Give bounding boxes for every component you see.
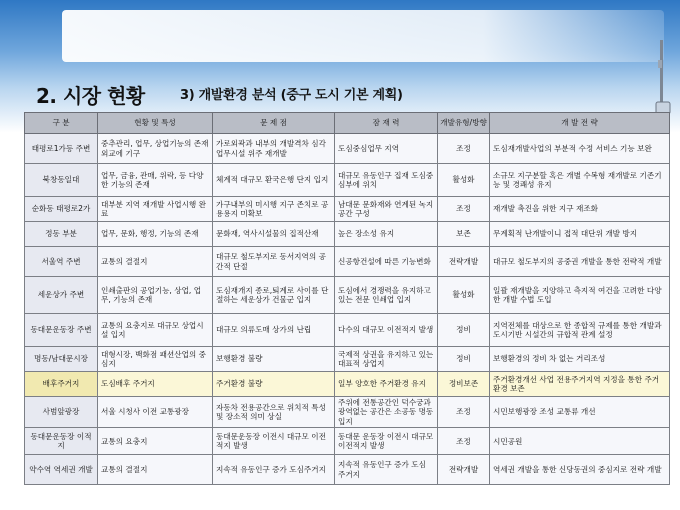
cell-name: 명동/남대문시장 — [25, 347, 98, 372]
cell-status: 대부분 지역 재개발 사업시행 완료 — [98, 197, 213, 222]
title-banner — [62, 10, 664, 62]
table-row — [25, 247, 670, 277]
cell-strategy: 지역전체를 대상으로 한 종합적 규제를 통한 개발과 도시기반 시설간의 규합적 관계 설정 — [490, 314, 670, 347]
cell-type: 조정 — [438, 397, 490, 428]
cell-status: 교통의 요충지 — [98, 428, 213, 455]
header-problem: 문 제 점 — [213, 113, 335, 134]
cell-name: 배후주거지 — [25, 372, 98, 397]
cell-type: 정비보존 — [438, 372, 490, 397]
cell-type: 정비 — [438, 314, 490, 347]
table-row — [25, 428, 670, 455]
table-row — [25, 164, 670, 197]
cell-problem: 대규모 의류도매 상가의 난립 — [213, 314, 335, 347]
cell-type: 조정 — [438, 428, 490, 455]
table-row — [25, 197, 670, 222]
cell-potential: 도심에서 경쟁력을 유지하고 있는 전문 인쇄업 입지 — [335, 277, 438, 314]
cell-potential: 일부 양호한 주거환경 유지 — [335, 372, 438, 397]
cell-potential: 지속적 유동인구 증가 도심 주거지 — [335, 455, 438, 485]
header-type: 개발유형/방향 — [438, 113, 490, 134]
cell-type: 보존 — [438, 222, 490, 247]
cell-status: 교통의 결절지 — [98, 247, 213, 277]
cell-problem: 도심재개지 종로,퇴계로 사이를 단절하는 세운상가 건물군 입지 — [213, 277, 335, 314]
cell-name: 사범앞광장 — [25, 397, 98, 428]
cell-potential: 신공항건설에 따른 기능변화 — [335, 247, 438, 277]
cell-problem: 체계적 대규모 환국은행 단지 입지 — [213, 164, 335, 197]
table-header-row — [25, 113, 670, 134]
header-strategy: 개 발 전 략 — [490, 113, 670, 134]
cell-status: 업무, 금융, 관매, 위락, 등 다양한 기능의 존재 — [98, 164, 213, 197]
cell-status: 업무, 문화, 행정, 기능의 존재 — [98, 222, 213, 247]
cell-strategy: 일괄 재개발을 지양하고 측지적 여건을 고려한 다양한 개발 수법 도입 — [490, 277, 670, 314]
cell-strategy: 시민보행광장 조성 교통류 개선 — [490, 397, 670, 428]
cell-strategy: 도심재개발사업의 부분적 수정 서비스 기능 보완 — [490, 134, 670, 164]
cell-problem: 문화재, 역사시설물의 집적산재 — [213, 222, 335, 247]
cell-problem: 대규모 철도부지로 동서지역의 공간적 단절 — [213, 247, 335, 277]
cell-strategy: 보행환경의 정비 차 없는 거리조성 — [490, 347, 670, 372]
cell-type: 정비 — [438, 347, 490, 372]
cell-type: 조정 — [438, 134, 490, 164]
cell-problem: 자동차 전용공간으로 위치적 특성 및 장소적 의미 상실 — [213, 397, 335, 428]
cell-potential: 높은 장소성 유지 — [335, 222, 438, 247]
cell-status: 중추관리, 업무, 상업기능의 존재 외교에 기구 — [98, 134, 213, 164]
cell-status: 도심배후 주거지 — [98, 372, 213, 397]
cell-name: 약수역 역세권 개발 — [25, 455, 98, 485]
cell-strategy: 주거환경개선 사업 전용주거지역 지정을 통한 주거환경 보존 — [490, 372, 670, 397]
cell-problem: 가구내부의 미시행 지구 존치로 공용용지 미확보 — [213, 197, 335, 222]
table-row — [25, 397, 670, 428]
cell-potential: 국제적 상권을 유지하고 있는 대표적 상업지 — [335, 347, 438, 372]
section-title: 2. 시장 현황 — [36, 84, 145, 108]
cell-name: 북창동일대 — [25, 164, 98, 197]
cell-name: 서울역 주변 — [25, 247, 98, 277]
cell-name: 태평로1가등 주변 — [25, 134, 98, 164]
cell-name: 순화동 태평로2가 — [25, 197, 98, 222]
header-potential: 잠 재 력 — [335, 113, 438, 134]
cell-name: 정동 부분 — [25, 222, 98, 247]
table-row — [25, 455, 670, 485]
cell-potential: 남대문 문화재와 연계된 녹지공간 구성 — [335, 197, 438, 222]
cell-potential: 동대문 운동장 이전시 대규모 이전적지 발생 — [335, 428, 438, 455]
cell-problem: 주거환경 불량 — [213, 372, 335, 397]
table-row-highlighted — [25, 372, 670, 397]
cell-status: 대형시장, 백화점 패션산업의 중심지 — [98, 347, 213, 372]
cell-name: 동대문운동장 이적지 — [25, 428, 98, 455]
cell-type: 활성화 — [438, 164, 490, 197]
cell-potential: 도심중심업무 지역 — [335, 134, 438, 164]
cell-type: 조정 — [438, 197, 490, 222]
table-row — [25, 222, 670, 247]
cell-potential: 다수의 대규모 이전적지 발생 — [335, 314, 438, 347]
cell-problem: 가로외곽과 내부의 개발격차 심각 업무시설 위주 재개발 — [213, 134, 335, 164]
cell-type: 활성화 — [438, 277, 490, 314]
cell-status: 인쇄출판의 공업기능, 상업, 업무, 기능의 존재 — [98, 277, 213, 314]
development-analysis-table-wrapper — [24, 112, 669, 485]
table-row — [25, 347, 670, 372]
table-row — [25, 277, 670, 314]
section-subtitle: 3) 개발환경 분석 (중구 도시 기본 계획) — [180, 88, 403, 103]
cell-status: 교통의 요충지로 대규모 상업시설 입지 — [98, 314, 213, 347]
cell-strategy: 재개발 촉진을 위한 지구 재조화 — [490, 197, 670, 222]
cell-strategy: 시민공원 — [490, 428, 670, 455]
cell-problem: 보행환경 불량 — [213, 347, 335, 372]
cell-name: 동대문운동장 주변 — [25, 314, 98, 347]
header-category: 구 분 — [25, 113, 98, 134]
cell-problem: 지속적 유동인구 증가 도심주거지 — [213, 455, 335, 485]
cell-name: 세운상가 주변 — [25, 277, 98, 314]
cell-potential: 주위에 전통공간인 덕수궁과 광역없는 공간은 소공동 명동 입지 — [335, 397, 438, 428]
cell-type: 전략개발 — [438, 455, 490, 485]
cell-status: 서울 시청사 이전 교통광장 — [98, 397, 213, 428]
table-row — [25, 134, 670, 164]
header-status: 현황 및 특성 — [98, 113, 213, 134]
cell-potential: 대규모 유동인구 집재 도심중심부에 위치 — [335, 164, 438, 197]
cell-strategy: 역세권 개발을 통한 신당동권의 중심지로 전략 개발 — [490, 455, 670, 485]
development-analysis-table — [24, 112, 670, 485]
cell-type: 전략개발 — [438, 247, 490, 277]
cell-status: 교통의 결절지 — [98, 455, 213, 485]
cell-strategy: 대규모 철도부지의 공중권 개발을 통한 전략적 개발 — [490, 247, 670, 277]
cell-problem: 동대문운동장 이전시 대규모 이전적지 발생 — [213, 428, 335, 455]
cell-strategy: 무계획적 난개발이니 접적 대단위 개발 방지 — [490, 222, 670, 247]
cell-strategy: 소규모 지구분할 혹은 개별 수복형 재개발로 기존기능 및 경쾌성 유지 — [490, 164, 670, 197]
table-row — [25, 314, 670, 347]
